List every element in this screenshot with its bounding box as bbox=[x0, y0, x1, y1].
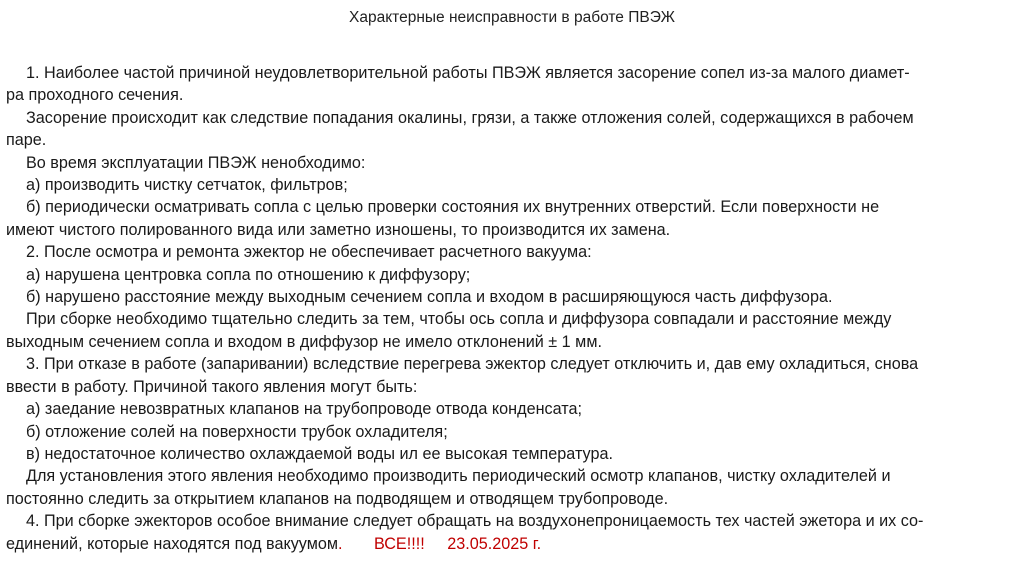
paragraph-line: 4. При сборке эжекторов особое внимание следует обращать на воздухонепроницаемость тех частей эжетора и их со- bbox=[26, 512, 924, 531]
paragraph-line: 2. После осмотра и ремонта эжектор не обеспечивает расчетного вакуума: bbox=[26, 243, 592, 262]
paragraph-line: 1. Наиболее частой причиной неудовлетворительной работы ПВЭЖ является засорение сопел из-за малого диамет- bbox=[26, 64, 910, 82]
paragraph-line: выходным сечением сопла и входом в диффузор не имело отклонений ± 1 мм. bbox=[6, 332, 602, 351]
list-item: б) периодически осматривать сопла с целью проверки состояния их внутренних отверстий. Если поверхности не bbox=[26, 198, 880, 217]
list-item: в) недостаточное количество охлаждаемой воды ил ее высокая температура. bbox=[26, 444, 613, 463]
paragraph-line: Во время эксплуатации ПВЭЖ ненобходимо: bbox=[26, 153, 366, 172]
list-item: а) заедание невозвратных клапанов на трубопроводе отвода конденсата; bbox=[26, 400, 582, 419]
paragraph-line: паре. bbox=[6, 131, 47, 150]
paragraph-line: 3. При отказе в работе (запаривании) вследствие перегрева эжектор следует отключить и, дав ему охладиться, снова bbox=[26, 355, 919, 374]
paragraph-line-final bbox=[6, 533, 1018, 555]
paragraph-line: Для установления этого явления необходимо производить периодический осмотр клапанов, чистку охладителей и bbox=[26, 467, 891, 486]
list-item: а) нарушена центровка сопла по отношению к диффузору; bbox=[26, 265, 471, 284]
completion-note: . ВСЕ!!!! 23.05.2025 г. bbox=[338, 534, 542, 553]
page-title: Характерные неисправности в работе ПВЭЖ bbox=[349, 9, 675, 26]
list-item: а) производить чистку сетчаток, фильтров; bbox=[26, 176, 348, 195]
final-text: единений, которые находятся под вакуумом bbox=[6, 534, 338, 553]
paragraph-line: имеют чистого полированного вида или заметно изношены, то производится их замена. bbox=[6, 220, 671, 239]
paragraph-line: ра проходного сечения. bbox=[6, 86, 184, 105]
paragraph-line: постоянно следить за открытием клапанов на подводящем и отводящем трубопроводе. bbox=[6, 489, 669, 508]
list-item: б) отложение солей на поверхности трубок охладителя; bbox=[26, 422, 448, 441]
list-item: б) нарушено расстояние между выходным сечением сопла и входом в расширяющуюся часть диффузора. bbox=[26, 288, 833, 307]
paragraph-line: При сборке необходимо тщательно следить за тем, чтобы ось сопла и диффузора совпадали и расстояние между bbox=[26, 310, 892, 329]
document-body bbox=[6, 62, 1018, 555]
paragraph-line: Засорение происходит как следствие попадания окалины, грязи, а также отложения солей, содержащихся в рабочем bbox=[26, 108, 914, 127]
paragraph-line: ввести в работу. Причиной такого явления могут быть: bbox=[6, 377, 418, 396]
